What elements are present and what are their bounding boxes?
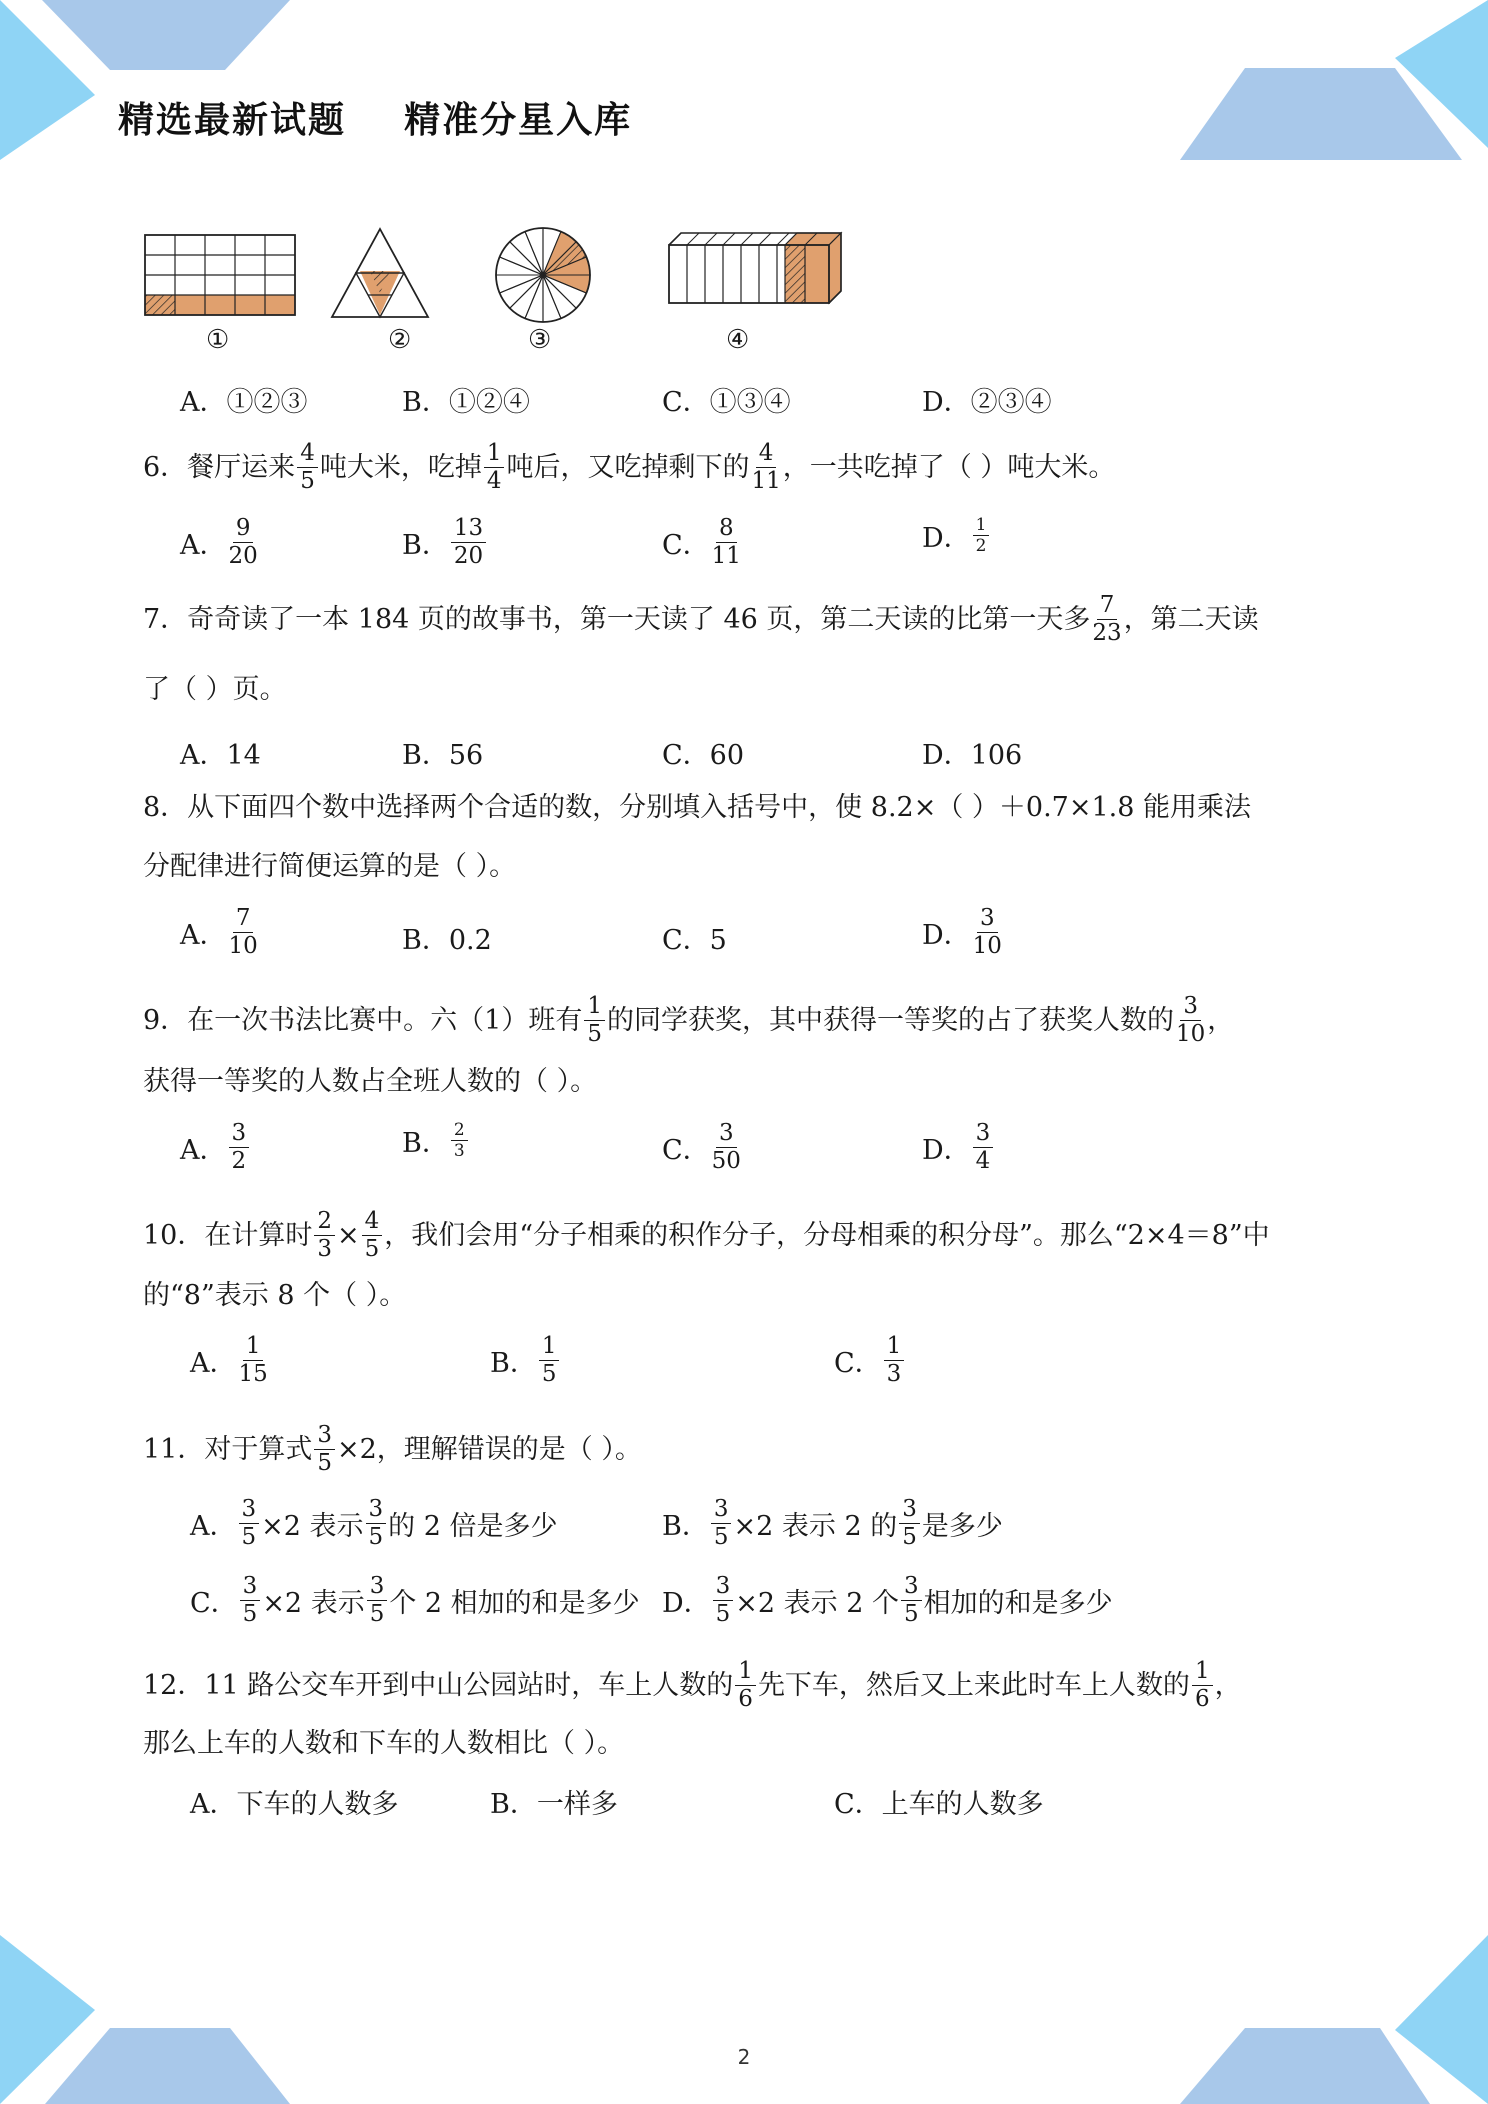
q6-option-a[interactable]: A． $\frac{9}{20}$ [180,515,258,569]
q8-line-2: 分配律进行简便运算的是（ ）。 [143,851,517,882]
q5-option-d[interactable]: D．②③④ [922,387,1052,418]
q9-fraction-1: $\frac{1}{5}$ [584,993,605,1048]
q7-fraction: $\frac{7}{23}$ [1092,592,1122,646]
figure-1-grid [145,235,295,315]
q6-option-c[interactable]: C． $\frac{8}{11}$ [662,515,741,569]
q9-option-a[interactable]: A． $\frac{3}{2}$ [180,1120,251,1175]
q12-option-a[interactable]: A．下车的人数多 [190,1789,399,1820]
q9-option-b[interactable]: B． $\frac{2}{3}$ [402,1120,470,1161]
figure-label-4: ④ [726,325,750,355]
q5-option-b[interactable]: B．①②④ [402,387,530,418]
figure-label-1: ① [206,325,230,355]
q10-fraction-1: $\frac{2}{3}$ [314,1208,335,1263]
q6-fraction-3: $\frac{4}{11}$ [751,440,781,494]
question-12 [143,1658,1242,1713]
q6-text-4: ，一共吃掉了（ ）吨大米。 [782,451,1116,483]
circle-sector [496,275,543,293]
q8-option-b[interactable]: B．0.2 [402,925,492,956]
q7-option-d[interactable]: D．106 [922,740,1023,771]
figure-4-blocks [669,229,844,303]
q10-option-c[interactable]: C． $\frac{1}{3}$ [834,1333,906,1388]
q8-option-d[interactable]: D． $\frac{3}{10}$ [922,905,1002,959]
q12-option-b[interactable]: B．一样多 [490,1789,618,1820]
q9-text-1: 9．在一次书法比赛中。六（1）班有 [143,1004,583,1036]
q8-line-1: 8．从下面四个数中选择两个合适的数，分别填入括号中，使 8.2×（ ）＋0.7×1.8 能用乘法 [143,792,1251,823]
q7-option-a[interactable]: A．14 [180,740,261,771]
q11-text-1: 11．对于算式 [143,1433,313,1465]
circle-sector [525,228,543,275]
q10-times: × [337,1219,360,1251]
q6-option-d[interactable]: D． $\frac{1}{2}$ [922,515,991,556]
q7-option-c[interactable]: C．60 [662,740,745,771]
q8-option-c[interactable]: C．5 [662,925,727,956]
circle-sector [543,275,561,322]
q11-option-a[interactable]: A． $\frac{3}{5}$ ×2 表示 $\frac{3}{5}$ 的 2 倍是多少 [190,1496,558,1550]
q12-fraction-2: $\frac{1}{6}$ [1192,1658,1213,1713]
question-6 [143,440,1115,495]
q7-option-b[interactable]: B．56 [402,740,484,771]
q12-fraction-1: $\frac{1}{6}$ [735,1658,756,1713]
figure-3-circle [496,228,590,322]
q6-text-3: 吨后，又吃掉剩下的 [506,451,750,483]
q11-option-d[interactable]: D． $\frac{3}{5}$ ×2 表示 2 个 $\frac{3}{5}$ 相加的和是多少 [662,1573,1113,1627]
q5-option-a[interactable]: A．①②③ [180,387,308,418]
header-title: 精选最新试题 精准分星入库 [118,100,633,141]
question-11 [143,1422,642,1477]
q10-option-b[interactable]: B． $\frac{1}{5}$ [490,1333,561,1388]
q10-option-a[interactable]: A． $\frac{1}{15}$ [190,1333,268,1387]
q11-option-b[interactable]: B． $\frac{3}{5}$ ×2 表示 2 的 $\frac{3}{5}$ 是多少 [662,1496,1003,1550]
q12-text-1: 12．11 路公交车开到中山公园站时，车上人数的 [143,1669,734,1701]
q9-option-c[interactable]: C． $\frac{3}{50}$ [662,1120,741,1174]
q7-text-2: ，第二天读 [1123,603,1259,635]
question-7 [143,592,1259,647]
decor-top-left-trapezoid [42,0,290,70]
question-9 [143,993,1234,1048]
q10-fraction-2: $\frac{4}{5}$ [362,1208,383,1263]
q9-line-2: 获得一等奖的人数占全班人数的（ ）。 [143,1066,598,1097]
q6-fraction-2: $\frac{1}{4}$ [484,440,505,495]
q9-text-3: ， [1207,1004,1235,1036]
q12-text-3: ， [1214,1669,1242,1701]
figure-2-triangle [332,229,428,317]
q8-option-a[interactable]: A． $\frac{7}{10}$ [180,905,258,959]
q11-fraction: $\frac{3}{5}$ [314,1422,335,1477]
q7-line-2: 了（ ）页。 [143,674,287,705]
q10-text-2: ，我们会用“分子相乘的积作分子，分母相乘的积分母”。那么“2×4＝8”中 [384,1219,1270,1251]
fraction-figures [140,225,860,325]
q9-fraction-2: $\frac{3}{10}$ [1176,993,1206,1047]
q11-text-2: ×2，理解错误的是（ ）。 [337,1433,642,1465]
q12-line-2: 那么上车的人数和下车的人数相比（ ）。 [143,1728,625,1759]
q9-text-2: 的同学获奖，其中获得一等奖的占了获奖人数的 [607,1004,1174,1036]
page-number: 2 [737,2045,751,2069]
q6-fraction-1: $\frac{4}{5}$ [297,440,318,495]
figure-label-2: ② [388,325,412,355]
q12-option-c[interactable]: C．上车的人数多 [834,1789,1044,1820]
q10-line-2: 的“8”表示 8 个（ ）。 [143,1280,407,1311]
q9-option-d[interactable]: D． $\frac{3}{4}$ [922,1120,995,1175]
q7-text-1: 7．奇奇读了一本 184 页的故事书，第一天读了 46 页，第二天读的比第一天多 [143,603,1091,635]
question-10 [143,1208,1270,1263]
q10-text-1: 10．在计算时 [143,1219,313,1251]
q12-text-2: 先下车，然后又上来此时车上人数的 [757,1669,1190,1701]
figure-label-3: ③ [528,325,552,355]
q6-option-b[interactable]: B． $\frac{13}{20}$ [402,515,488,570]
q5-option-c[interactable]: C．①③④ [662,387,791,418]
q6-text-1: 6．餐厅运来 [143,451,296,483]
q11-option-c[interactable]: C． $\frac{3}{5}$ ×2 表示 $\frac{3}{5}$ 个 2 相加的和是多少 [190,1573,640,1627]
q6-text-2: 吨大米，吃掉 [319,451,482,483]
